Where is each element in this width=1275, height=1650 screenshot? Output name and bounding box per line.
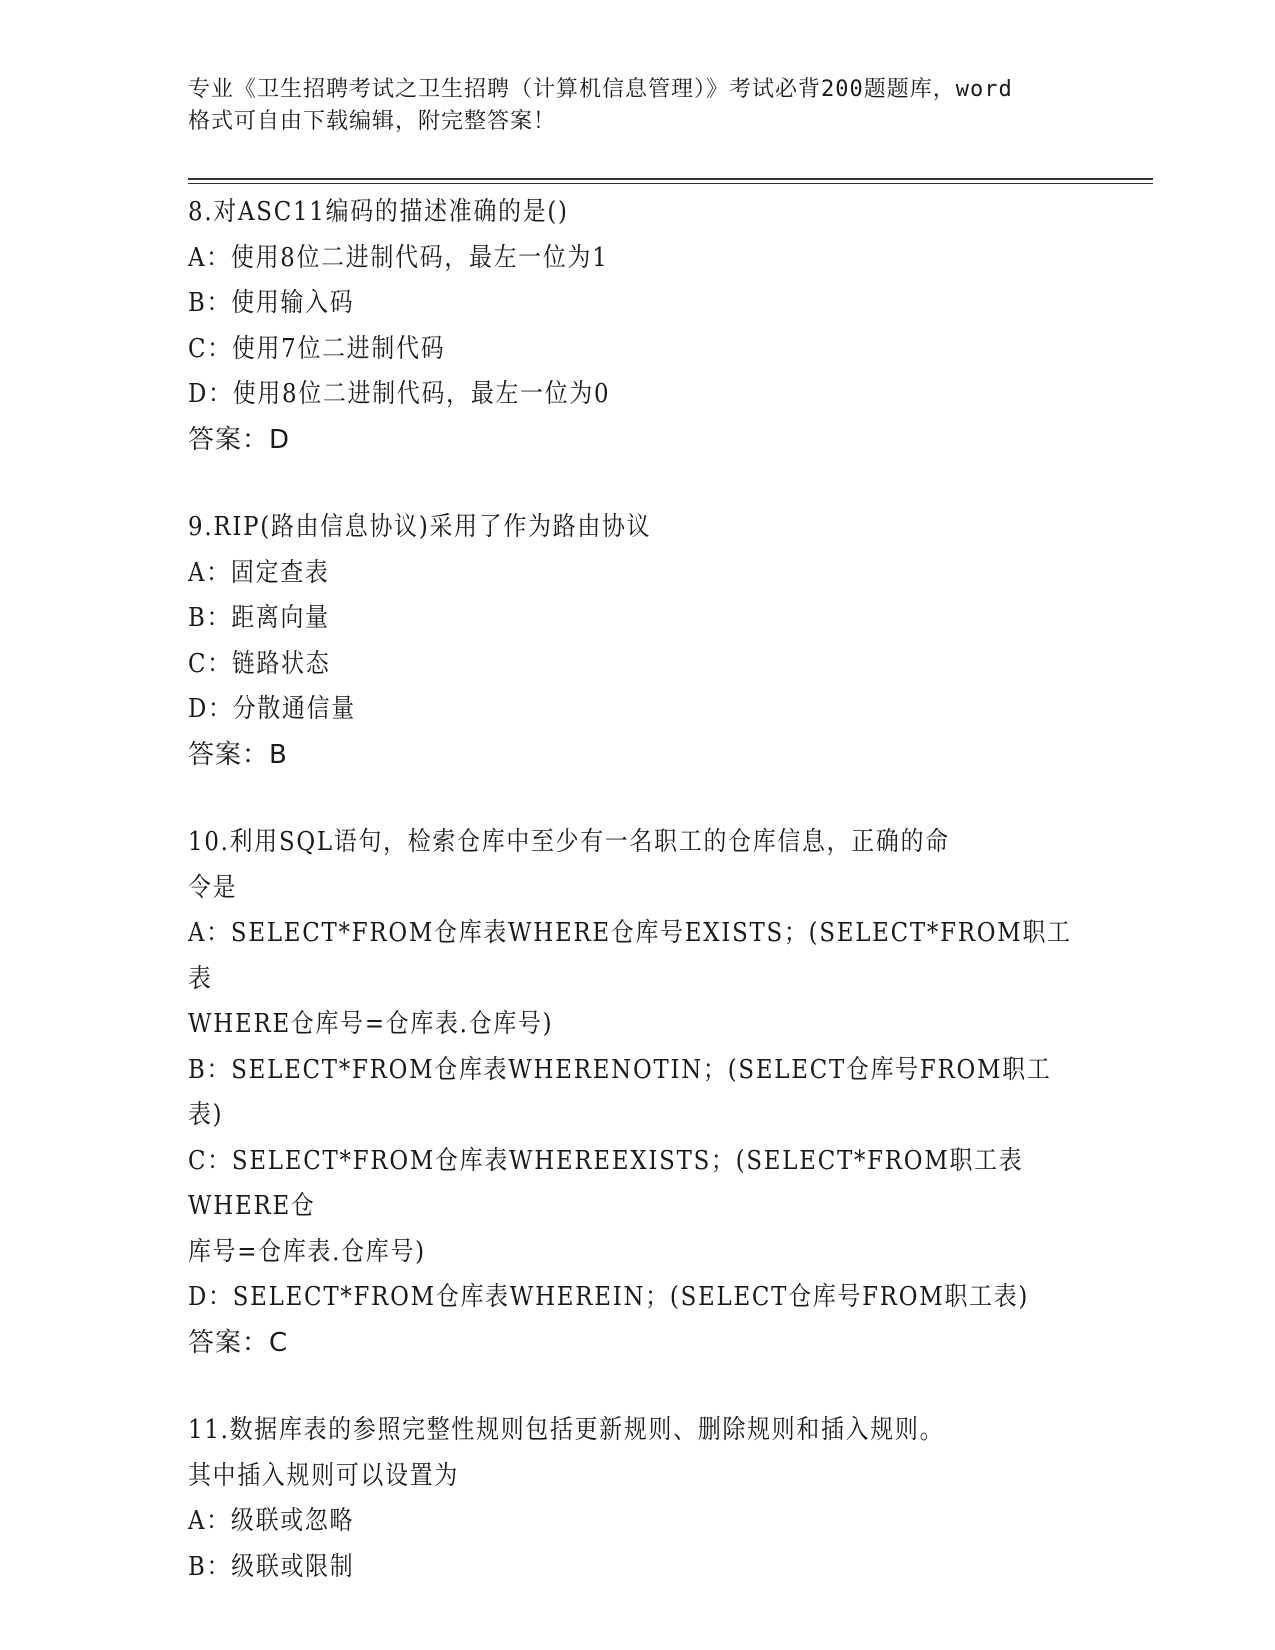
option-b: B：SELECT*FROM仓库表WHERENOTIN；(SELECT仓库号FROM职工表) xyxy=(188,1054,1052,1130)
answer-label: 答案：B xyxy=(188,739,288,770)
option-b: B：级联或限制 xyxy=(188,1551,355,1582)
question-10 xyxy=(188,820,1088,1366)
question-9 xyxy=(188,505,1088,778)
question-stem: 8.对ASC11编码的描述准确的是() xyxy=(188,197,569,227)
option-c: C：链路状态 xyxy=(188,648,331,679)
question-stem-continued: 令是 xyxy=(188,872,238,903)
option-a-continued: WHERE仓库号=仓库表.仓库号) xyxy=(188,1009,554,1039)
question-stem: 9.RIP(路由信息协议)采用了作为路由协议 xyxy=(188,512,652,542)
header-divider-thin xyxy=(188,183,1153,184)
option-a: A：SELECT*FROM仓库表WHERE仓库号EXISTS；(SELECT*FROM职工表 xyxy=(188,918,1072,994)
option-d: D：分散通信量 xyxy=(188,694,356,724)
option-d: D：SELECT*FROM仓库表WHEREIN；(SELECT仓库号FROM职工表) xyxy=(188,1282,1030,1312)
option-a: A：使用8位二进制代码，最左一位为1 xyxy=(188,242,609,273)
option-a: A：级联或忽略 xyxy=(188,1506,355,1536)
question-list xyxy=(188,190,1088,1632)
question-stem-continued: 其中插入规则可以设置为 xyxy=(188,1460,460,1491)
option-c: C：使用7位二进制代码 xyxy=(188,333,446,364)
answer-label: 答案：D xyxy=(188,424,291,455)
header-line-1: 专业《卫生招聘考试之卫生招聘（计算机信息管理）》考试必背200题题库，word xyxy=(188,77,1013,102)
answer-label: 答案：C xyxy=(188,1327,289,1358)
header-divider-thick xyxy=(188,178,1153,180)
option-c-continued: 库号=仓库表.仓库号) xyxy=(188,1236,426,1267)
option-c: C：SELECT*FROM仓库表WHEREEXISTS；(SELECT*FROM职工表WHERE仓 xyxy=(188,1145,1024,1221)
option-a: A：固定查表 xyxy=(188,557,330,588)
question-stem: 11.数据库表的参照完整性规则包括更新规则、删除规则和插入规则。 xyxy=(188,1415,945,1445)
header-line-2: 格式可自由下载编辑，附完整答案！ xyxy=(188,109,557,134)
question-11 xyxy=(188,1408,1088,1590)
question-stem: 10.利用SQL语句，检索仓库中至少有一名职工的仓库信息，正确的命 xyxy=(188,827,950,857)
document-header xyxy=(188,74,1088,138)
option-b: B：距离向量 xyxy=(188,603,330,633)
option-d: D：使用8位二进制代码，最左一位为0 xyxy=(188,379,611,409)
option-b: B：使用输入码 xyxy=(188,288,355,318)
question-8 xyxy=(188,190,1088,463)
